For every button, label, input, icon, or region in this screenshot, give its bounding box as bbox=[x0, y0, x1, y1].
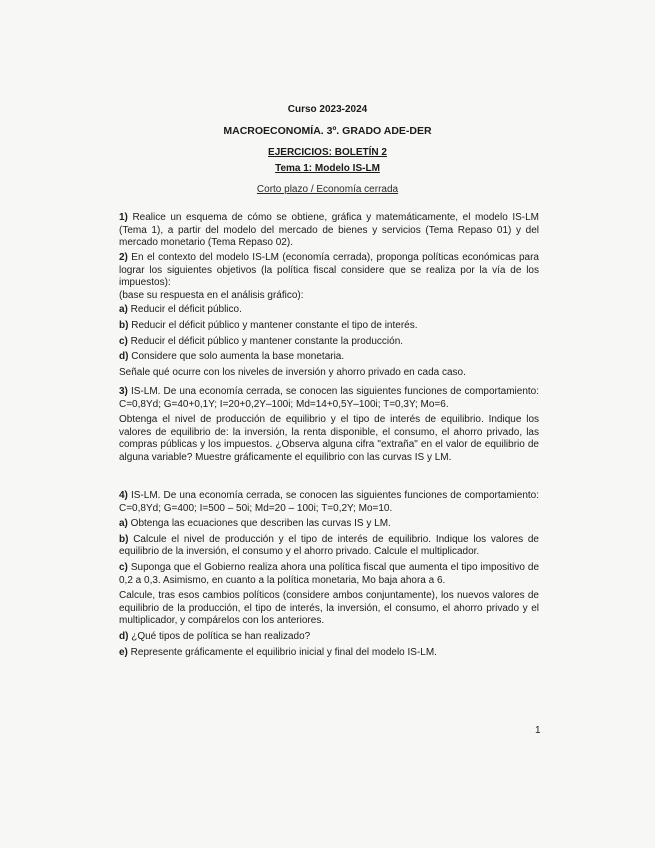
item-letter: a) bbox=[119, 518, 128, 530]
item-letter: d) bbox=[119, 630, 129, 642]
question-middle: Calcule, tras esos cambios políticos (considere ambos conjuntamente), los nuevos valores de equilibrio de la producción, el tipo de interés, la inversión, el consumo, el ahorro privado y el multiplicador, y compárelos con los anteriores. bbox=[119, 590, 539, 627]
item-text: Suponga que el Gobierno realiza ahora una política fiscal que aumenta el tipo impositivo de 0,2 a 0,3. Asimismo, en cuanto a la política monetaria, Mo baja ahora a 6. bbox=[119, 561, 539, 586]
item-text: Obtenga las ecuaciones que describen las curvas IS y LM. bbox=[127, 518, 391, 530]
question-body: Obtenga el nivel de producción de equilibrio y el tipo de interés de equilibrio. Indique los valores de equilibrio de: la inversión, la renta disponible, el consumo, el ahorro privado, las compras públicas y los impuestos. ¿Observa alguna cifra "extraña" en el valor de equilibrio de alguna variable? Muestre gráficamente el equilibrio con las curvas IS y LM. bbox=[119, 414, 539, 463]
question-number: 2) bbox=[119, 252, 128, 263]
item-letter: c) bbox=[119, 335, 128, 347]
item-letter: b) bbox=[119, 533, 129, 545]
question-3 bbox=[119, 386, 539, 468]
item-text: Reducir el déficit público y mantener constante el tipo de interés. bbox=[128, 319, 418, 331]
question-closing: Señale qué ocurre con los niveles de inversión y ahorro privado en cada caso. bbox=[119, 366, 466, 378]
item-letter: c) bbox=[119, 561, 128, 573]
section-subtitle: Corto plazo / Economía cerrada bbox=[256, 184, 399, 195]
item-letter: d) bbox=[119, 351, 129, 363]
list-item bbox=[119, 336, 539, 349]
list-item bbox=[119, 562, 539, 587]
item-letter: e) bbox=[119, 646, 128, 658]
question-2 bbox=[119, 252, 539, 382]
item-letter: a) bbox=[119, 304, 128, 316]
question-4 bbox=[119, 490, 539, 662]
list-item bbox=[119, 304, 539, 317]
item-letter: b) bbox=[119, 319, 129, 331]
question-1 bbox=[119, 212, 539, 253]
question-text: Realice un esquema de cómo se obtiene, gráfica y matemáticamente, el modelo IS-LM (Tema 1), a partir del modelo del mercado de bienes y servicios (Tema Repaso 01) y del mercado monetario (Tema Repaso 02). bbox=[119, 212, 539, 249]
topic-heading: Tema 1: Modelo IS-LM bbox=[275, 163, 380, 174]
list-item bbox=[119, 320, 539, 333]
question-intro: IS-LM. De una economía cerrada, se conocen las siguientes funciones de comportamiento: C=0,8Yd; G=40+0,1Y; I=20+0,2Y–100i; Md=14+0,5Y–100i; T=0,3Y; Mo=6. bbox=[119, 386, 539, 410]
list-item bbox=[119, 518, 539, 531]
question-number: 4) bbox=[119, 490, 128, 501]
question-number: 3) bbox=[119, 386, 128, 397]
exercises-heading: EJERCICIOS: BOLETÍN 2 bbox=[268, 147, 387, 158]
list-item bbox=[119, 647, 539, 660]
list-item bbox=[119, 534, 539, 559]
item-text: Represente gráficamente el equilibrio inicial y final del modelo IS-LM. bbox=[127, 646, 437, 658]
list-item bbox=[119, 351, 539, 364]
question-intro: IS-LM. De una economía cerrada, se conocen las siguientes funciones de comportamiento: C=0,8Yd; G=400; I=500 – 50i; Md=20 – 100i; T=0,2Y; Mo=10. bbox=[119, 490, 539, 514]
item-text: Reducir el déficit público y mantener constante la producción. bbox=[127, 335, 404, 347]
question-note: (base su respuesta en el análisis gráfico): bbox=[119, 289, 304, 301]
item-text: Considere que solo aumenta la base monetaria. bbox=[128, 351, 345, 363]
item-text: Reducir el déficit público. bbox=[127, 304, 242, 316]
item-text: ¿Qué tipos de política se han realizado? bbox=[128, 630, 311, 642]
list-item bbox=[119, 631, 539, 644]
page-number: 1 bbox=[535, 725, 541, 736]
question-number: 1) bbox=[119, 212, 128, 223]
question-intro: En el contexto del modelo IS-LM (economía cerrada), proponga políticas económicas para lograr los siguientes objetivos (la política fiscal considere que se realiza por la vía de los impuestos): bbox=[119, 252, 539, 289]
document-title: MACROECONOMÍA. 3º. GRADO ADE-DER bbox=[223, 125, 432, 137]
course-year: Curso 2023-2024 bbox=[287, 104, 368, 115]
item-text: Calcule el nivel de producción y el tipo de interés de equilibrio. Indique los valores de equilibrio de la inversión, el consumo y el ahorro privado. Calcule el multiplicador. bbox=[119, 533, 539, 558]
